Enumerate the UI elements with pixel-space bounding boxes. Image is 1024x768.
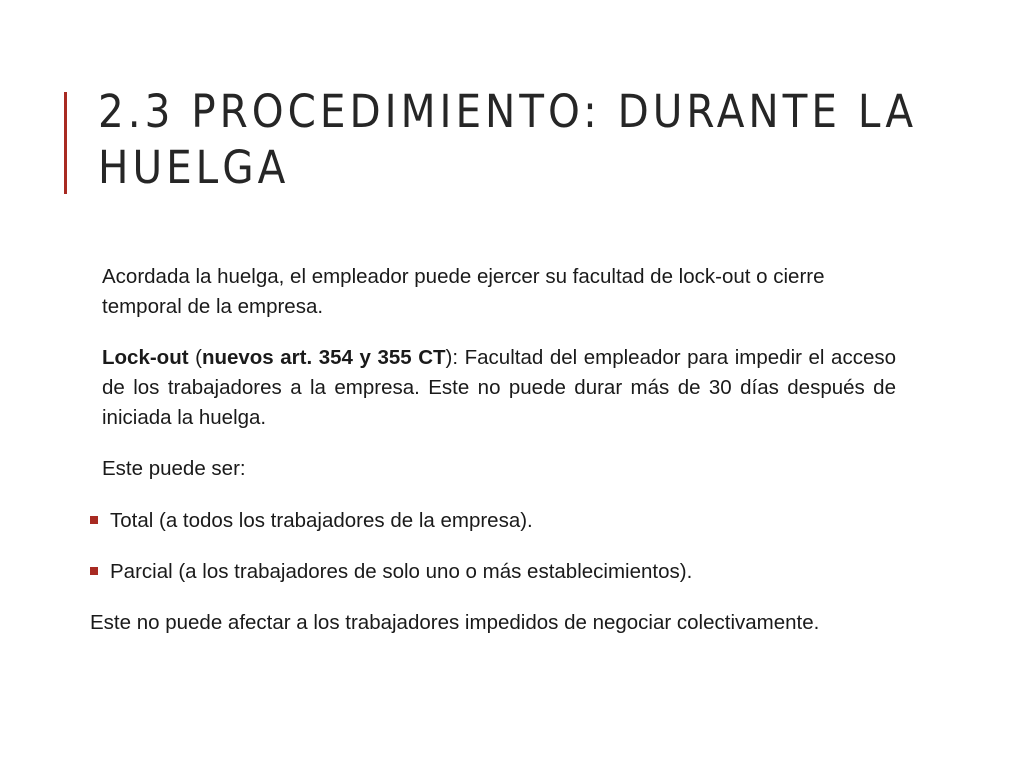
article-reference: nuevos art. 354 y 355 CT <box>201 346 446 369</box>
bullet-text-total: Total (a todos los trabajadores de la empresa). <box>110 509 533 532</box>
paren-open: ( <box>188 346 202 369</box>
lock-out-term: Lock-out <box>102 346 189 369</box>
list-item <box>90 557 896 587</box>
paragraph-este-puede-ser: Este puede ser: <box>102 457 246 480</box>
square-bullet-icon <box>90 516 98 524</box>
lock-out-definition: Facultad del empleador para impedir el acceso de los trabajadores a la empresa. Este no puede durar más de 30 días después de iniciada la huelga. <box>102 346 896 429</box>
paragraph-lock-out <box>102 343 896 433</box>
title-accent-bar <box>64 92 67 194</box>
paragraph-no-puede-afectar: Este no puede afectar a los trabajadores impedidos de negociar colectivamente. <box>90 611 820 634</box>
square-bullet-icon <box>90 567 98 575</box>
slide-title: 2.3 PROCEDIMIENTO: DURANTE LA HUELGA <box>98 85 918 194</box>
paragraph-acordada: Acordada la huelga, el empleador puede ejercer su facultad de lock-out o cierre temporal de la empresa. <box>102 265 825 318</box>
list-item <box>90 506 896 536</box>
bullet-text-parcial: Parcial (a los trabajadores de solo uno o más establecimientos). <box>110 560 693 583</box>
paren-close: ): <box>445 346 459 369</box>
